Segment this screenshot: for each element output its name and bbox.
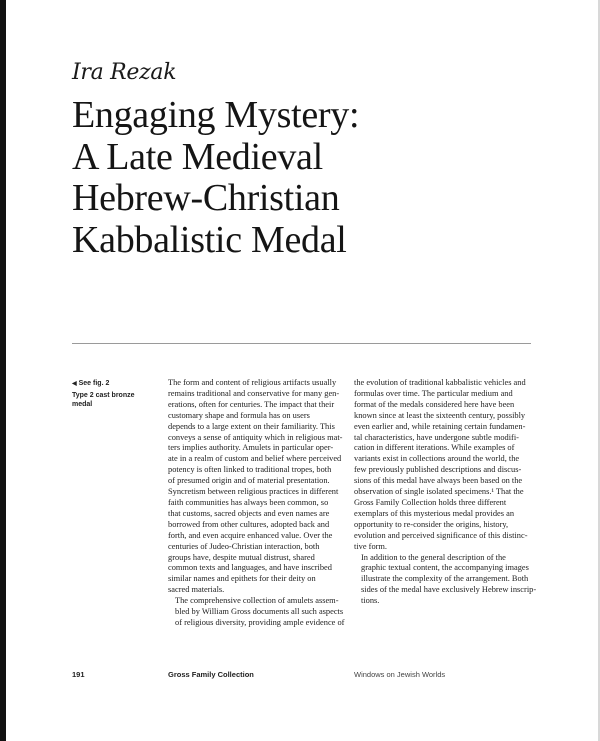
text-line: forth, and even acquire enhanced value. Over the	[168, 530, 333, 540]
text-line: Gross Family Collection holds three different	[354, 497, 507, 507]
text-line: sides of the medal have exclusively Hebrew inscrip-	[361, 585, 537, 595]
text-line: remains traditional and conservative for many gen-	[168, 388, 340, 398]
text-line: sacred materials.	[168, 585, 225, 595]
text-column-left	[168, 378, 345, 629]
text-line: centuries of Judeo-Christian interaction, both	[168, 541, 320, 551]
title-line: Hebrew-Christian	[72, 177, 340, 219]
text-line: sions of this medal have always been based on the	[354, 476, 523, 486]
text-line: conveys a sense of antiquity which in religious mat-	[168, 432, 343, 442]
text-line: The comprehensive collection of amulets assem-	[175, 596, 339, 606]
paragraph	[354, 378, 527, 553]
page-number: 191	[72, 670, 85, 679]
figure-caption-line: medal	[72, 401, 93, 408]
text-line: Syncretism between religious practices in different	[168, 487, 339, 497]
text-line: tal characteristics, have undergone subtle modifi-	[354, 432, 519, 442]
text-line: potency is often linked to traditional tropes, both	[168, 465, 332, 475]
text-line: borrowed from other cultures, adopted back and	[168, 519, 330, 529]
text-line: customary shape and formula has on users	[168, 410, 310, 420]
text-line: observation of single isolated specimens.¹ That the	[354, 487, 524, 497]
text-line: of religious diversity, providing ample evidence of	[175, 617, 345, 627]
text-column-right	[354, 378, 537, 607]
text-line: groups have, despite mutual distrust, shared	[168, 552, 315, 562]
text-line: In addition to the general description of the	[361, 552, 506, 562]
arrow-left-icon: ◀	[72, 381, 77, 387]
text-line: the evolution of traditional kabbalistic vehicles and	[354, 378, 526, 387]
title-line: A Late Medieval	[72, 135, 323, 178]
text-line: few previously published descriptions and discus-	[354, 465, 522, 475]
page-edge-bar	[0, 0, 6, 741]
figure-sidenote	[72, 379, 152, 410]
figure-reference[interactable]	[72, 379, 152, 390]
text-line: ters implies authority. Amulets in particular oper-	[168, 443, 334, 453]
author-name: Ira Rezak	[72, 60, 177, 85]
text-line: tions.	[361, 596, 380, 606]
figure-reference-label: See fig. 2	[78, 380, 110, 387]
text-line: exemplars of this mysterious medal provides an	[354, 508, 515, 518]
text-line: even earlier and, while retaining certain fundamen-	[354, 421, 526, 431]
text-line: erations, often for centuries. The impact that their	[168, 399, 335, 409]
text-line: tive form.	[354, 541, 388, 551]
text-line: ate in a realm of custom and belief where perceived	[168, 454, 342, 464]
text-line: bled by William Gross documents all such aspects	[175, 607, 344, 617]
text-line: evolution and perceived significance of this distinc-	[354, 530, 528, 540]
paragraph	[168, 596, 345, 629]
running-footer-collection: Gross Family Collection	[168, 670, 254, 679]
text-line: graphic textual content, the accompanying images	[361, 563, 529, 573]
text-line: known since at least the sixteenth century, possibly	[354, 410, 526, 420]
paragraph	[354, 552, 537, 608]
text-line: depends to a large extent on their familiarity. This	[168, 421, 335, 431]
text-line: common texts and languages, and have inscribed	[168, 563, 332, 573]
text-line: of presumed origin and of material presentation.	[168, 476, 330, 486]
text-line: The form and content of religious artifacts usually	[168, 378, 337, 387]
text-line: format of the medals considered here have been	[354, 399, 515, 409]
title-line: Engaging Mystery:	[72, 94, 360, 136]
running-footer-book: Windows on Jewish Worlds	[354, 670, 446, 679]
text-line: illustrate the complexity of the arrangement. Both	[361, 574, 529, 584]
figure-caption-line: Type 2 cast bronze	[72, 391, 135, 399]
text-line: similar names and epithets for their deity on	[168, 574, 316, 584]
text-line: that customs, sacred objects and even names are	[168, 508, 330, 518]
title-line: Kabbalistic Medal	[72, 218, 347, 261]
text-line: formulas over time. The particular medium and	[354, 388, 513, 398]
divider-rule	[72, 343, 531, 344]
text-line: opportunity to re-consider the origins, history,	[354, 519, 509, 529]
text-line: cation in different iterations. While examples of	[354, 443, 515, 453]
article-title	[72, 95, 572, 261]
text-line: faith communities has always been common, so	[168, 497, 329, 507]
text-line: variants exist in collections around the world, the	[354, 454, 520, 464]
paragraph	[168, 378, 341, 596]
